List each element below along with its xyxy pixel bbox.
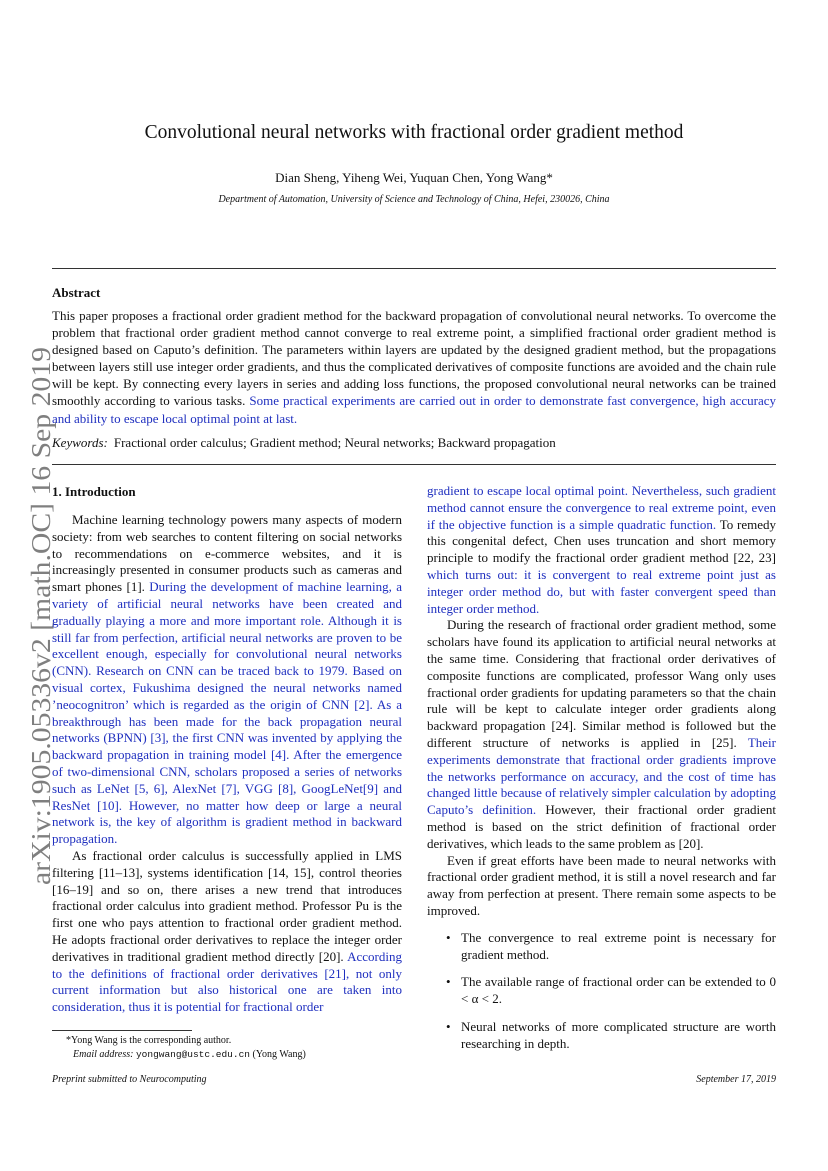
intro-p1-text: Machine learning technology powers many aspects of modern society: from web searches to content filtering on social networks to recommendations on e-commerce websites, and it is increasingly presented in consumer products such as cameras and smart phones [1].: [52, 512, 402, 595]
paper-title: Convolutional neural networks with fractional order gradient method: [144, 122, 684, 143]
section-heading-introduction: 1. Introduction: [52, 484, 136, 499]
footnote-corresponding: *Yong Wang is the corresponding author.: [66, 1035, 232, 1046]
improvement-list: [427, 930, 776, 1053]
intro-p2-text: As fractional order calculus is successfully applied in LMS filtering [11–13], systems identification [14, 15], control theories [16–19] and so on, there arises a new trend that introduces fractional order calculus into gradient method. Professor Pu is the first one who pays attention to fractional order gradient method. He adopts fractional order derivatives to replace the integer order derivatives in traditional gradient method directly [20].: [52, 847, 402, 964]
intro-r1-highlight[interactable]: gradient to escape local optimal point. Nevertheless, such gradient method cannot ensure the convergence to real extreme point, even if the objective function is a simple quadratic function.: [427, 483, 776, 532]
intro-r1-highlight-2[interactable]: which turns out: it is convergent to real extreme point just as integer order method do, but with faster convergent speed than integer order method.: [427, 566, 776, 616]
footer-date: September 17, 2019: [696, 1074, 776, 1085]
footnote-divider: [52, 1030, 192, 1031]
email-label: Email address:: [73, 1049, 134, 1060]
list-item: • The convergence to real extreme point is necessary for gradient method.: [427, 930, 776, 964]
intro-p1-highlight[interactable]: During the development of machine learning, a variety of artificial neural networks have been created and gradually playing a more and more important role. Although it is still far from perfection, artificial neural networks are proven to be excellent enough, especially for convolutional neural networks (CNN). Research on CNN can be traced back to 1979. Based on visual cortex, Fukushima designed the neural networks named ’neocognitron’ which is regarded as the origin of CNN [2]. As a breakthrough has been made for the back propagation neural networks (BPNN) [3], the first CNN was invented by applying the backward propagation in training model [4]. After the emergence of two-dimensional CNN, scholars proposed a series of networks such as LeNet [5, 6], AlexNet [7], VGG [8], GoogLeNet[9] and ResNet [10]. However, no matter how deep or large a neural network is, the key of algorithm is gradient method in backward propagation.: [52, 579, 402, 847]
intro-paragraph-5: Even if great efforts have been made to neural networks with fractional order gradient method, it is still a novel research and far away from perfection at present. There remain some aspects to be improved.: [427, 852, 776, 918]
abstract-heading: Abstract: [52, 285, 101, 300]
keywords-text: Fractional order calculus; Gradient method; Neural networks; Backward propagation: [113, 435, 556, 450]
intro-paragraph-2: [52, 848, 402, 1016]
intro-paragraph-4: [427, 617, 776, 852]
author-list: Dian Sheng, Yiheng Wei, Yuquan Chen, Yong Wang*: [275, 170, 553, 185]
intro-p2-highlight[interactable]: According to the definitions of fractional order derivatives [21], not only current information but also historical one are taken into consideration, thus it is potential for fractional order: [52, 948, 402, 1015]
right-column: [427, 483, 776, 1064]
list-item: • The available range of fractional order can be extended to 0 < α < 2.: [427, 974, 776, 1008]
abstract-body: [52, 307, 776, 427]
keywords-label: Keywords:: [52, 435, 108, 450]
list-item: • Neural networks of more complicated structure are worth researching in depth.: [427, 1019, 776, 1053]
abstract-text-link[interactable]: Some practical experiments are carried out in order to demonstrate fast convergence, high accuracy and ability to escape local optimal point at last.: [52, 393, 776, 426]
affiliation: Department of Automation, University of Science and Technology of China, Hefei, 230026, China: [218, 194, 610, 205]
footer-submission: Preprint submitted to Neurocomputing: [52, 1074, 207, 1085]
intro-r2-text: During the research of fractional order gradient method, some scholars have found its application to artificial neural networks at the same time. Considering that fractional order derivatives of composite functions are complicated, professor Wang only uses fractional order gradients for updating parameters so that the chain rule will be kept to calculate integer order gradients along backward propagation [24]. Similar method is followed but the different structure of networks is applied in [25].: [427, 617, 776, 750]
intro-paragraph-1: [52, 512, 402, 848]
keywords: [52, 435, 556, 451]
left-column: [52, 512, 402, 1016]
email-address[interactable]: yongwang@ustc.edu.cn: [135, 1049, 250, 1060]
email-owner: (Yong Wang): [252, 1049, 306, 1060]
arxiv-stamp-text: arXiv:1905.05336v2 [math.OC] 16 Sep 2019: [26, 396, 56, 885]
abstract-text: This paper proposes a fractional order gradient method for the backward propagation of convolutional neural networks. To overcome the problem that fractional order gradient method cannot converge to real extreme point, a simplified fractional order gradient method is designed based on Caputo’s definition. The parameters within layers are updated by the designed gradient method, but the propagations between layers still use integer order gradients, and thus the complicated derivatives of composite functions are avoided and the chain rule will be kept. By connecting every layers in series and adding loss functions, the proposed convolutional neural networks can be trained smoothly according to various tasks.: [52, 308, 776, 409]
top-divider: [52, 268, 776, 269]
intro-r2-text-2: However, their fractional order gradient method is based on the strict definition of fractional order derivatives, which leads to the same problem as [20].: [427, 802, 776, 851]
intro-r2-highlight[interactable]: Their experiments demonstrate that fractional order gradients improve the networks performance on accuracy, and the cost of time has changed little because of relatively simpler calculation by adopting Caputo’s definition.: [427, 734, 776, 818]
intro-paragraph-3: [427, 483, 776, 617]
footnote-email: [73, 1049, 306, 1060]
intro-r1-text: To remedy this congenital defect, Chen uses truncation and short memory principle to modify the fractional order gradient method [22, 23]: [427, 516, 776, 566]
keywords-divider: [52, 464, 776, 465]
